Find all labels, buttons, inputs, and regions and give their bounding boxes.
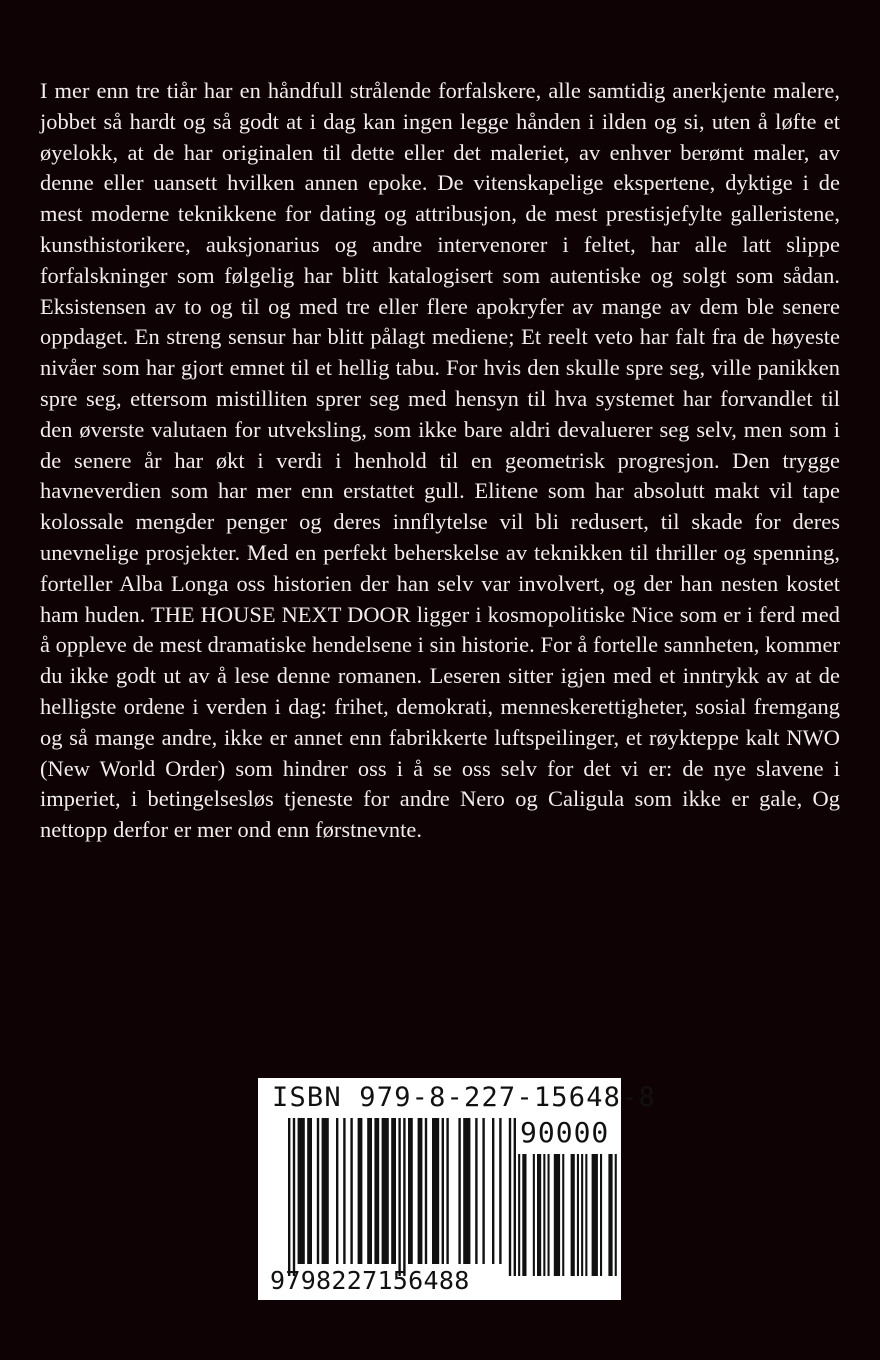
isbn-label: ISBN 979-8-227-15648-8 — [272, 1082, 657, 1113]
barcode-bar — [442, 1118, 444, 1264]
barcode-bar — [548, 1154, 550, 1276]
barcode-bar — [475, 1118, 477, 1264]
barcode-guard-bar — [403, 1118, 405, 1276]
barcode-bar — [358, 1118, 363, 1264]
barcode-bar — [537, 1154, 541, 1276]
barcode-bar — [350, 1118, 352, 1264]
barcode-bar — [482, 1118, 484, 1264]
barcode-bar — [533, 1154, 535, 1276]
barcode-bar — [307, 1118, 312, 1264]
barcode-bar — [367, 1118, 372, 1264]
barcode-bar — [317, 1118, 319, 1264]
barcode-bar — [571, 1154, 575, 1276]
barcode-bar — [492, 1118, 494, 1264]
barcode-bar — [615, 1154, 617, 1276]
barcode-bar — [608, 1154, 612, 1276]
ean-digits: 9798227156488 — [270, 1266, 470, 1295]
barcode-bar — [522, 1154, 526, 1276]
barcode-bar — [446, 1118, 448, 1264]
barcode-bar — [600, 1154, 602, 1276]
barcode-bar — [592, 1154, 598, 1276]
barcode-bar — [554, 1154, 560, 1276]
barcode-bar — [418, 1118, 423, 1264]
barcode-guard-bar — [288, 1118, 290, 1276]
barcode-bar — [343, 1118, 345, 1264]
barcode-bar — [322, 1118, 329, 1264]
barcode-bar — [581, 1154, 583, 1276]
barcode-bar — [458, 1118, 460, 1264]
barcode-bar — [432, 1118, 439, 1264]
barcode-bar — [425, 1118, 427, 1264]
barcode-bar — [577, 1154, 579, 1276]
barcode-bar — [408, 1118, 413, 1264]
barcode-bar — [562, 1154, 564, 1276]
barcode-bar — [585, 1154, 587, 1276]
barcode-guard-bar — [398, 1118, 400, 1276]
barcode-bar — [298, 1118, 305, 1264]
barcode-bar — [499, 1118, 501, 1264]
barcode-bar — [543, 1154, 545, 1276]
price-code: 90000 — [520, 1116, 610, 1149]
barcode-guard-bar — [293, 1118, 295, 1276]
barcode-bar — [391, 1118, 396, 1264]
barcode-bar — [382, 1118, 389, 1264]
barcode-bar — [374, 1118, 379, 1264]
barcode-guard-bar — [514, 1118, 516, 1276]
barcode-bar — [463, 1118, 470, 1264]
back-cover-blurb — [40, 76, 840, 846]
isbn-barcode-block — [258, 1078, 657, 1300]
blurb-paragraph: I mer enn tre tiår har en håndfull strålende forfalskere, alle samtidig anerkjente malere, jobbet så hardt og så godt at i dag kan ingen legge hånden i ilden og si, uten å løfte et øyelokk, at de har originalen til dette eller det maleriet, av enhver berømt maler, av denne eller uansett hvilken annen epoke. De vitenskapelige ekspertene, dyktige i de mest moderne teknikkene for dating og attribusjon, de mest prestisjefylte galleristene, kunsthistorikere, auksjonarius og andre intervenorer i feltet, har alle latt slippe forfalskninger som følgelig har blitt katalogisert som autentiske og solgt som sådan. Eksistensen av to og til og med tre eller flere apokryfer av mange av dem ble senere oppdaget. En streng sensur har blitt pålagt mediene; Et reelt veto har falt fra de høyeste nivåer som har gjort emnet til et hellig tabu. For hvis den skulle spre seg, ville panikken spre seg, ettersom mistilliten sprer seg med hensyn til hva systemet har forvandlet til den øverste valutaen for utveksling, som ikke bare aldri devaluerer seg selv, men som i de senere år har økt i verdi i henhold til en geometrisk progresjon. Den trygge havneverdien som har mer enn erstattet gull. Elitene som har absolutt makt vil tape kolossale mengder penger og deres innflytelse vil bli redusert, til skade for deres unevnelige prosjekter. Med en perfekt beherskelse av teknikken til thriller og spenning, forteller Alba Longa oss historien der han selv var involvert, og der han nesten kostet ham huden. THE HOUSE NEXT DOOR ligger i kosmopolitiske Nice som er i ferd med å oppleve de mest dramatiske hendelsene i sin historie. For å fortelle sannheten, kommer du ikke godt ut av å lese denne romanen. Leseren sitter igjen med et inntrykk av at de helligste ordene i verden i dag: frihet, demokrati, menneskerettigheter, sosial fremgang og så mange andre, ikke er annet enn fabrikkerte luftspeilinger, et røykteppe kalt NWO (New World Order) som hindrer oss i å se oss selv for det vi er: de nye slavene i imperiet, i betingelsesløs tjeneste for andre Nero og Caligula som ikke er gale, Og nettopp derfor er mer ond enn førstnevnte. — [40, 78, 840, 843]
barcode-guard-bar — [509, 1118, 511, 1276]
barcode-bar — [336, 1118, 338, 1264]
barcode-bar — [518, 1154, 520, 1276]
